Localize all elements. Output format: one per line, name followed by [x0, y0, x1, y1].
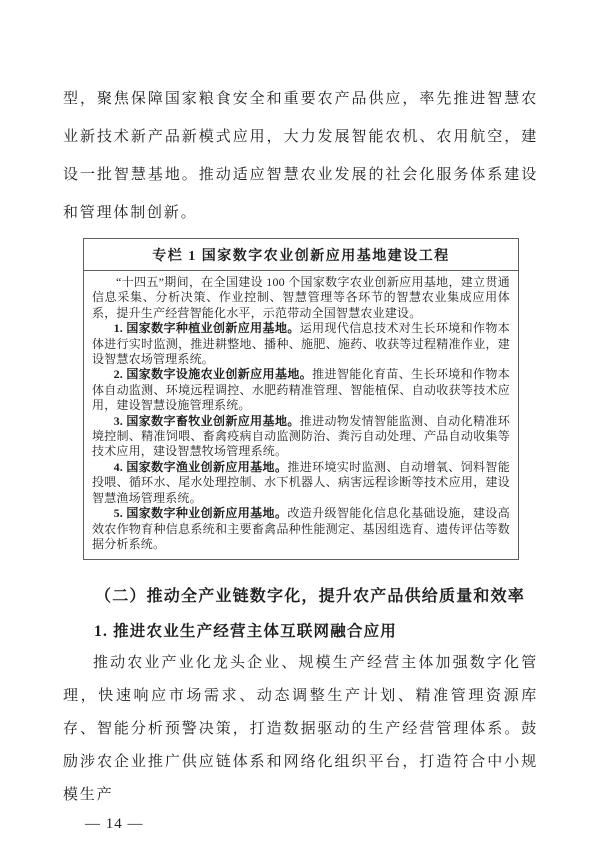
box-title: 专栏 1 国家数字农业创新应用基地建设工程 — [84, 239, 518, 271]
subsection-heading: 1. 推进农业生产经营主体互联网融合应用 — [94, 623, 398, 641]
box-item-4-text: 推进环境实时监测、自动增氧、饲料智能投喂、循环水、尾水处理控制、水下机器人、病害远程诊断等技术应用，建设智慧渔场管理系统。 — [92, 459, 510, 505]
box-item-3 — [92, 414, 510, 460]
page-number: — 14 — — [85, 816, 144, 833]
box-intro-paragraph: “十四五”期间，在全国建设 100 个国家数字农业创新应用基地，建立贯通信息采集、分析决策、作业控制、智慧管理等各环节的智慧农业集成应用体系，提升生产经营智能化水平，示范带动全国智慧农业建设。 — [92, 275, 510, 320]
box-item-4-lead: 4. 国家数字渔业创新应用基地。 — [113, 459, 288, 474]
box-item-1-text: 运用现代信息技术对生长环境和作物本体进行实时监测，推进耕整地、播种、施肥、施药、收获等过程精准作业，建设智慧农场管理系统。 — [92, 321, 510, 367]
box-item-2-text: 推进智能化育苗、生长环境和作物本体自动监测、环境远程调控、水肥药精准管理、智能植保、自动收获等技术应用，建设智慧设施管理系统。 — [92, 367, 511, 413]
box-item-5-text: 改造升级智能化信息化基础设施，建设高效农作物育种信息系统和主要畜禽品种性能测定、基因组选育、遗传评估等数据分析系统。 — [92, 506, 510, 551]
box-item-4 — [92, 460, 510, 506]
box-body — [84, 271, 518, 559]
box-item-1 — [92, 321, 510, 367]
box-item-5 — [92, 506, 510, 552]
box-item-2-lead: 2. 国家数字设施农业创新应用基地。 — [113, 367, 313, 382]
feature-box-column1 — [83, 238, 519, 560]
body-paragraph-top: 型，聚焦保障国家粮食安全和重要农产品供应，率先推进智慧农业新技术新产品新模式应用，大力发展智能农机、农用航空，建设一批智慧基地。推动适应智慧农业发展的社会化服务体系建设和管理体制创新。 — [63, 91, 538, 221]
box-item-3-text: 推进动物发情智能监测、自动化精准环境控制、精准饲喂、畜禽疫病自动监测防治、粪污自动处理、产品自动收集等技术应用，建设智慧牧场管理系统。 — [92, 413, 510, 459]
box-item-3-lead: 3. 国家数字畜牧业创新应用基地。 — [113, 413, 300, 428]
box-item-2 — [92, 367, 510, 413]
body-paragraph-bottom: 推动农业产业化龙头企业、规模生产经营主体加强数字化管理，快速响应市场需求、动态调整生产计划、精准管理资源库存、智能分析预警决策，打造数据驱动的生产经营管理体系。鼓励涉农企业推广供应链体系和网络化组织平台，打造符合中小规模生产 — [63, 655, 538, 804]
section-heading: （二）推动全产业链数字化，提升农产品供给质量和效率 — [95, 588, 526, 606]
box-item-1-lead: 1. 国家数字种植业创新应用基地。 — [113, 321, 300, 336]
box-item-5-lead: 5. 国家数字种业创新应用基地。 — [113, 506, 288, 521]
